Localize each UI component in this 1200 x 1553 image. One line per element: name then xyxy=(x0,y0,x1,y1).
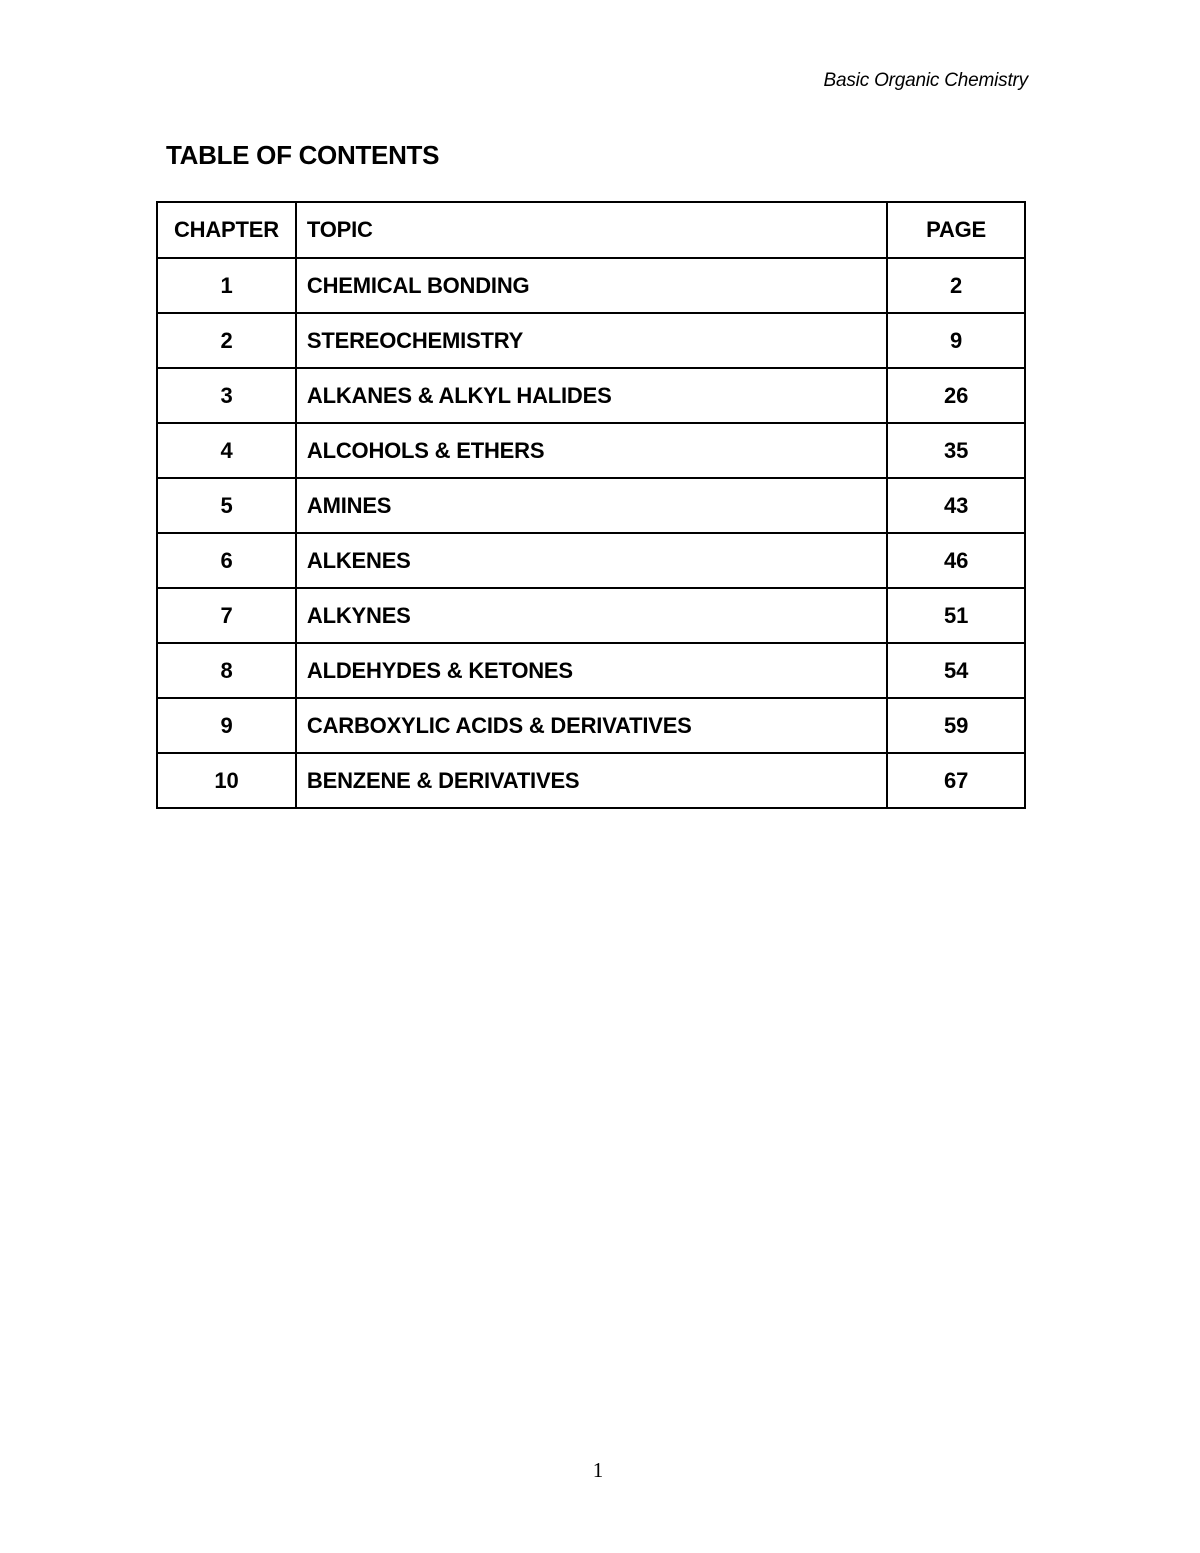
chapter-topic: CARBOXYLIC ACIDS & DERIVATIVES xyxy=(296,698,887,753)
chapter-page: 43 xyxy=(887,478,1025,533)
chapter-number: 6 xyxy=(157,533,296,588)
column-header-topic: TOPIC xyxy=(296,202,887,258)
chapter-number: 7 xyxy=(157,588,296,643)
chapter-page: 35 xyxy=(887,423,1025,478)
chapter-number: 4 xyxy=(157,423,296,478)
chapter-topic: ALDEHYDES & KETONES xyxy=(296,643,887,698)
chapter-topic: CHEMICAL BONDING xyxy=(296,258,887,313)
page-number: 1 xyxy=(592,1458,604,1482)
chapter-number: 8 xyxy=(157,643,296,698)
chapter-page: 51 xyxy=(887,588,1025,643)
chapter-number: 9 xyxy=(157,698,296,753)
chapter-page: 54 xyxy=(887,643,1025,698)
table-row xyxy=(157,588,1025,643)
chapter-number: 2 xyxy=(157,313,296,368)
contents-table xyxy=(156,201,1026,809)
column-header-page: PAGE xyxy=(887,202,1025,258)
table-row xyxy=(157,698,1025,753)
chapter-topic: ALKENES xyxy=(296,533,887,588)
chapter-page: 67 xyxy=(887,753,1025,808)
chapter-topic: ALCOHOLS & ETHERS xyxy=(296,423,887,478)
column-header-chapter: CHAPTER xyxy=(157,202,296,258)
chapter-page: 26 xyxy=(887,368,1025,423)
chapter-number: 10 xyxy=(157,753,296,808)
page-title: TABLE OF CONTENTS xyxy=(166,140,440,170)
table-row xyxy=(157,753,1025,808)
chapter-page: 2 xyxy=(887,258,1025,313)
chapter-number: 5 xyxy=(157,478,296,533)
table-row xyxy=(157,533,1025,588)
chapter-topic: BENZENE & DERIVATIVES xyxy=(296,753,887,808)
chapter-page: 59 xyxy=(887,698,1025,753)
chapter-number: 3 xyxy=(157,368,296,423)
chapter-topic: ALKANES & ALKYL HALIDES xyxy=(296,368,887,423)
chapter-topic: ALKYNES xyxy=(296,588,887,643)
table-row xyxy=(157,258,1025,313)
table-row xyxy=(157,313,1025,368)
table-header-row xyxy=(157,202,1025,258)
running-header: Basic Organic Chemistry xyxy=(823,70,1028,91)
chapter-number: 1 xyxy=(157,258,296,313)
chapter-page: 46 xyxy=(887,533,1025,588)
chapter-topic: STEREOCHEMISTRY xyxy=(296,313,887,368)
chapter-page: 9 xyxy=(887,313,1025,368)
table-row xyxy=(157,643,1025,698)
table-row xyxy=(157,368,1025,423)
chapter-topic: AMINES xyxy=(296,478,887,533)
table-row xyxy=(157,423,1025,478)
table-row xyxy=(157,478,1025,533)
